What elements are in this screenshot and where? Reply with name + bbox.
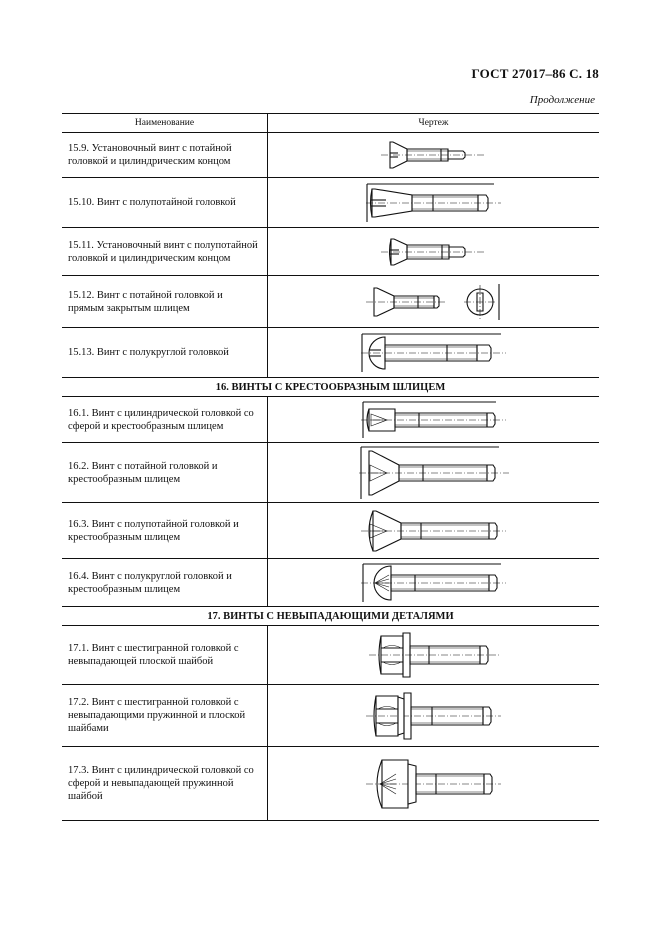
row-label: 15.11. Установочный винт с полупотайной головкой и цилиндрическим концом [62, 228, 268, 276]
row-label: 17.1. Винт с шестигранной головкой с невыпадающей плоской шайбой [62, 626, 268, 685]
column-header-name: Наименование [62, 114, 268, 133]
column-header-drawing: Чертеж [268, 114, 600, 133]
table-row [62, 397, 599, 443]
table-row [62, 443, 599, 503]
table-row [62, 276, 599, 328]
row-label: 15.13. Винт с полукруглой головкой [62, 328, 268, 378]
section-title: 16. ВИНТЫ С КРЕСТООБРАЗНЫМ ШЛИЦЕМ [62, 378, 599, 397]
drawing-countersunk-closed-slot-screw [366, 280, 501, 324]
page-header: ГОСТ 27017–86 С. 18 [471, 66, 599, 81]
row-label: 16.3. Винт с полупотайной головкой и крестообразным шлицем [62, 503, 268, 559]
row-label: 15.9. Установочный винт с потайной головкой и цилиндрическим концом [62, 133, 268, 178]
table-row [62, 133, 599, 178]
drawing-countersunk-cross-recess-screw [359, 445, 509, 501]
table-row [62, 559, 599, 607]
drawing-cheese-head-cross-recess-screw [361, 400, 506, 440]
row-label: 16.2. Винт с потайной головкой и крестообразным шлицем [62, 443, 268, 503]
row-label: 16.4. Винт с полукруглой головкой и крестообразным шлицем [62, 559, 268, 607]
row-label: 15.12. Винт с потайной головкой и прямым закрытым шлицем [62, 276, 268, 328]
drawing-round-head-cross-recess-screw [361, 561, 506, 605]
row-label: 17.3. Винт с цилиндрической головкой со сферой и невыпадающей пружинной шайбой [62, 747, 268, 821]
drawing-cheese-head-captive-spring-washer [366, 750, 501, 818]
drawing-hex-head-captive-flat-washer [369, 628, 499, 682]
drawing-setscrew-countersunk-dog-point [381, 137, 486, 173]
drawing-setscrew-raised-countersunk-dog-point [381, 232, 486, 272]
row-label: 15.10. Винт с полупотайной головкой [62, 178, 268, 228]
table-row [62, 228, 599, 276]
row-label: 17.2. Винт с шестигранной головкой с невыпадающими пружинной и плоской шайбами [62, 685, 268, 747]
fastener-table [62, 113, 599, 821]
drawing-round-head-screw [361, 331, 506, 375]
table-row [62, 178, 599, 228]
table-row [62, 328, 599, 378]
drawing-raised-countersunk-cross-recess-screw [361, 505, 506, 557]
section-row [62, 378, 599, 397]
drawing-hex-head-captive-spring-and-flat-washers [366, 688, 501, 744]
table-row [62, 626, 599, 685]
drawing-raised-countersunk-screw [366, 181, 501, 225]
table-header-row [62, 114, 599, 133]
table-row [62, 747, 599, 821]
section-title: 17. ВИНТЫ С НЕВЫПАДАЮЩИМИ ДЕТАЛЯМИ [62, 607, 599, 626]
row-label: 16.1. Винт с цилиндрической головкой со сферой и крестообразным шлицем [62, 397, 268, 443]
section-row [62, 607, 599, 626]
continuation-label: Продолжение [529, 94, 595, 106]
table-row [62, 685, 599, 747]
table-row [62, 503, 599, 559]
